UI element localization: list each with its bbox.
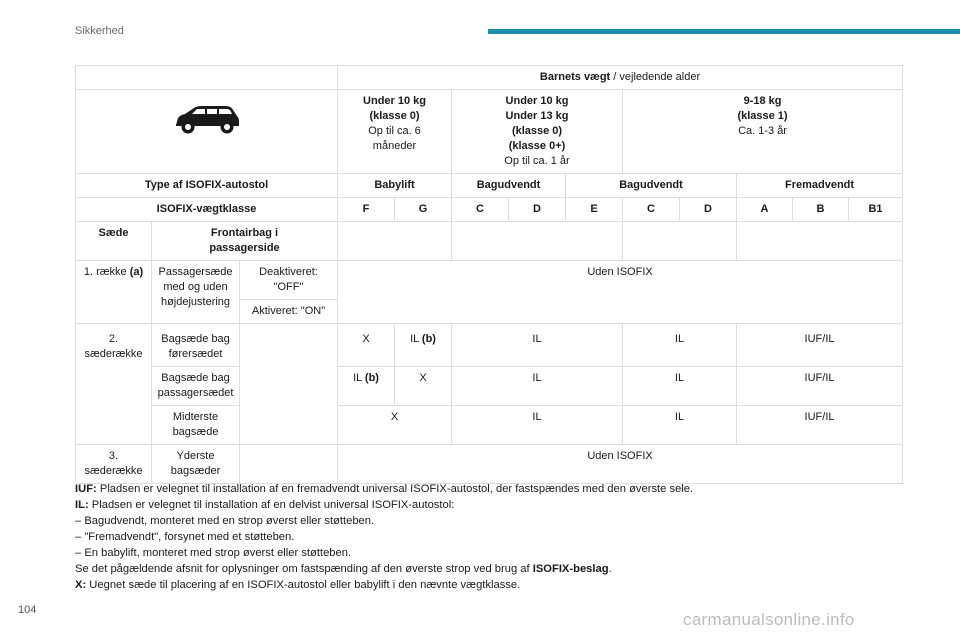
class-row — [76, 198, 903, 222]
row-1-seat: Passagersæde med og uden højdejustering — [152, 261, 240, 324]
weight-groups-row — [76, 90, 903, 174]
row-3-label: 3. sæderække — [76, 445, 152, 484]
page-number: 104 — [18, 604, 37, 616]
cell-value: IUF/IL — [737, 406, 903, 445]
cell-value: IL — [623, 324, 737, 367]
watermark: carmanualsonline.info — [683, 610, 855, 629]
group-class-0plus: Under 10 kg Under 13 kg (klasse 0) (klasse 0+) Op til ca. 1 år — [452, 90, 623, 174]
weight-header-row — [76, 66, 903, 90]
class-cell: C — [623, 198, 680, 222]
seat-behind-driver: Bagsæde bag førersædet — [152, 324, 240, 367]
row-3-value: Uden ISOFIX — [338, 445, 903, 484]
cell-value: IL — [623, 406, 737, 445]
cell-value: IL — [452, 324, 623, 367]
cell-value: IUF/IL — [737, 324, 903, 367]
header-accent-bar — [488, 29, 960, 34]
seat-middle: Midterste bagsæde — [152, 406, 240, 445]
class-cell: A — [737, 198, 793, 222]
class-cell: D — [680, 198, 737, 222]
legend — [75, 481, 915, 593]
type-row — [76, 174, 903, 198]
type-cell: Bagudvendt — [566, 174, 737, 198]
airbag-on: Aktiveret: "ON" — [240, 300, 338, 324]
row-2-label: 2. sæderække — [76, 324, 152, 445]
type-label: Type af ISOFIX-autostol — [76, 174, 338, 198]
legend-x: X: Uegnet sæde til placering af en ISOFIX-autostol eller babylift i den nævnte vægtklasse. — [75, 579, 521, 591]
car-side-icon — [172, 102, 242, 136]
isofix-table — [75, 65, 903, 484]
section-title: Sikkerhed — [75, 25, 124, 37]
cell-value: IUF/IL — [737, 367, 903, 406]
seat-header-row — [76, 222, 903, 261]
row-1-off — [76, 261, 903, 300]
class-cell: G — [395, 198, 452, 222]
legend-bullet: – Bagudvendt, monteret med en strop øverst eller støtteben. — [75, 515, 375, 527]
cell-value: X — [338, 406, 452, 445]
cell-value: X — [338, 324, 395, 367]
legend-il: IL: Pladsen er velegnet til installation af en delvist universal ISOFIX-autostol: — [75, 499, 455, 511]
cell-value: IL — [452, 406, 623, 445]
airbag-off: Deaktiveret: "OFF" — [240, 261, 338, 300]
class-cell: F — [338, 198, 395, 222]
weight-header: Barnets vægt / vejledende alder — [338, 66, 903, 90]
class-cell: C — [452, 198, 509, 222]
airbag-label: Frontairbag i passagerside — [152, 222, 338, 261]
row-3 — [76, 445, 903, 484]
legend-bullet: – "Fremadvendt", forsynet med et støtteben. — [75, 531, 295, 543]
class-cell: E — [566, 198, 623, 222]
row-2a — [76, 324, 903, 367]
type-cell: Fremadvendt — [737, 174, 903, 198]
class-cell: B1 — [849, 198, 903, 222]
row-3-seat: Yderste bagsæder — [152, 445, 240, 484]
type-cell: Babylift — [338, 174, 452, 198]
row-2c — [76, 406, 903, 445]
cell-value: IL — [623, 367, 737, 406]
class-cell: D — [509, 198, 566, 222]
legend-iuf: IUF: Pladsen er velegnet til installation af en fremadvendt universal ISOFIX-autostol, der fastspændes med den øverste sele. — [75, 483, 694, 495]
row-1-value: Uden ISOFIX — [338, 261, 903, 324]
class-cell: B — [793, 198, 849, 222]
row-2b — [76, 367, 903, 406]
class-label: ISOFIX-vægtklasse — [76, 198, 338, 222]
cell-value: IL — [452, 367, 623, 406]
row-1-label: 1. række (a) — [76, 261, 152, 324]
legend-see: Se det pågældende afsnit for oplysninger om fastspænding af den øverste strop ved brug af ISOFIX-beslag. — [75, 563, 612, 575]
group-class-0: Under 10 kg (klasse 0) Op til ca. 6 måneder — [338, 90, 452, 174]
seat-behind-passenger: Bagsæde bag passagersædet — [152, 367, 240, 406]
cell-value: IL (b) — [338, 367, 395, 406]
seat-label: Sæde — [76, 222, 152, 261]
type-cell: Bagudvendt — [452, 174, 566, 198]
legend-bullet: – En babylift, monteret med strop øverst eller støtteben. — [75, 547, 352, 559]
cell-value: X — [395, 367, 452, 406]
group-class-1: 9-18 kg (klasse 1) Ca. 1-3 år — [623, 90, 903, 174]
cell-value: IL (b) — [395, 324, 452, 367]
